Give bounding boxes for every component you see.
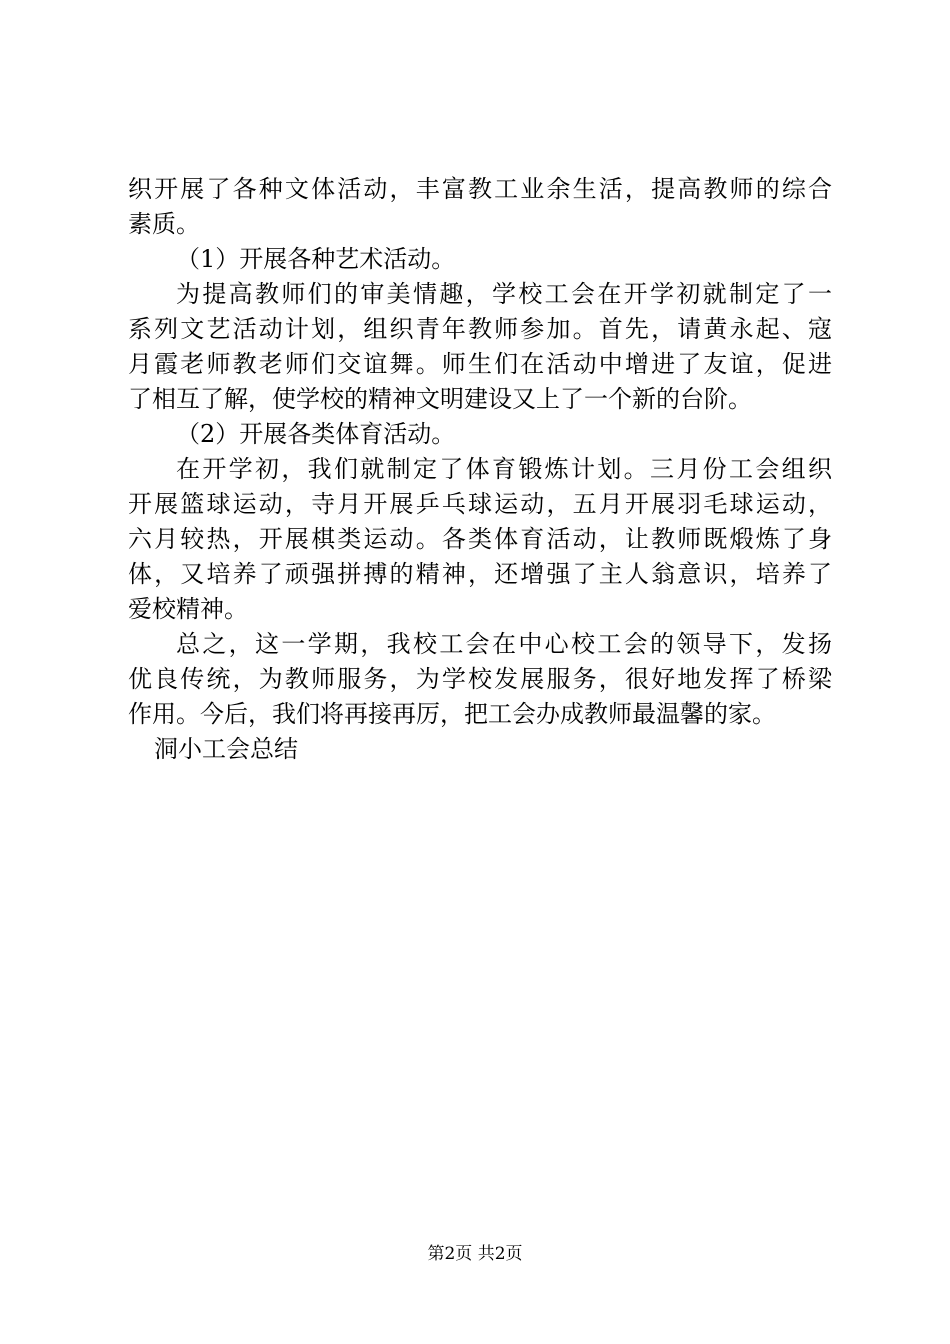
paragraph-line: 优良传统，为教师服务，为学校发展服务，很好地发挥了桥梁 (128, 665, 832, 693)
section-heading: （2）开展各类体育活动。 (176, 420, 456, 448)
paragraph-line: 在开学初，我们就制定了体育锻炼计划。三月份工会组织 (176, 455, 832, 483)
paragraph-line: 了相互了解，使学校的精神文明建设又上了一个新的台阶。 (128, 385, 752, 413)
paragraph-line: 爱校精神。 (128, 595, 248, 623)
document-body (128, 172, 832, 767)
paragraph-line: 作用。今后，我们将再接再厉，把工会办成教师最温馨的家。 (128, 700, 776, 728)
page-number-footer: 第2页 共2页 (427, 1244, 523, 1264)
paragraph-line: 总之，这一学期，我校工会在中心校工会的领导下，发扬 (176, 630, 832, 658)
paragraph-line: 体，又培养了顽强拼搏的精神，还增强了主人翁意识，培养了 (128, 560, 832, 588)
paragraph-line: 素质。 (128, 210, 200, 238)
paragraph-line: 为提高教师们的审美情趣，学校工会在开学初就制定了一 (176, 280, 832, 308)
section-heading: （1）开展各种艺术活动。 (176, 245, 456, 273)
paragraph-line: 六月较热，开展棋类运动。各类体育活动，让教师既煅炼了身 (128, 525, 832, 553)
paragraph-line: 织开展了各种文体活动，丰富教工业余生活，提高教师的综合 (128, 175, 832, 203)
paragraph-line: 月霞老师教老师们交谊舞。师生们在活动中增进了友谊，促进 (128, 350, 832, 378)
paragraph-line: 开展篮球运动，寺月开展乒乓球运动，五月开展羽毛球运动， (128, 490, 832, 518)
paragraph-line: 系列文艺活动计划，组织青年教师参加。首先，请黄永起、寇 (128, 315, 832, 343)
signature-line: 洞小工会总结 (154, 735, 298, 763)
